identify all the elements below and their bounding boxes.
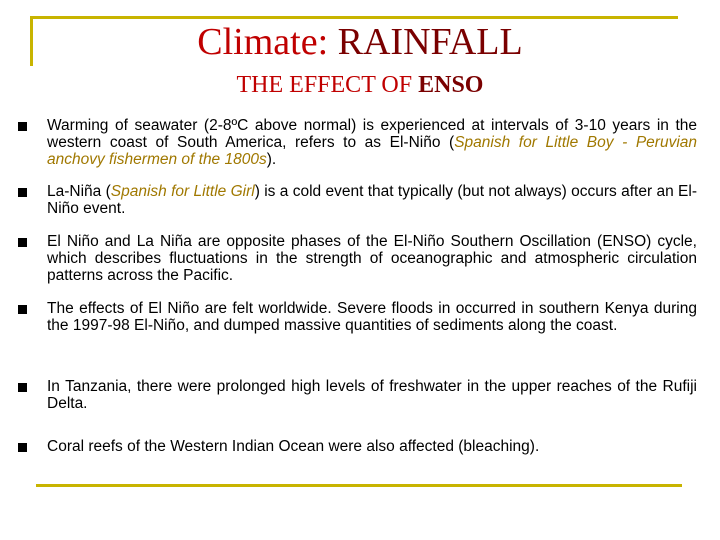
bullet-2-text: La-Niña ( <box>47 183 111 200</box>
subtitle-emphasis: ENSO <box>418 72 484 98</box>
bullet-1-text: Warming of seawater (2-8ºC above normal) is experienced at intervals of 3-10 years in the western coast of South America, refers to as El-Niño ( <box>47 117 697 151</box>
frame-top-line <box>30 16 678 19</box>
bullet-text-2 <box>47 183 697 217</box>
bullet-text-4: The effects of El Niño are felt worldwide. Severe floods in occurred in southern Kenya during the 1997-98 El-Niño, and dumped massive quantities of sediments along the coast. <box>47 300 697 334</box>
bullet-2-tail: ) is a cold event that typically (but not always) occurs after an El-Niño event. <box>47 183 697 217</box>
frame-bottom-line <box>36 484 682 487</box>
bullet-text-1 <box>47 117 697 168</box>
title-prefix: Climate: <box>197 21 338 63</box>
bullet-marker <box>18 238 27 247</box>
bullet-1-highlight: Spanish for Little Boy - Peruvian anchovy fishermen of the 1800s <box>47 134 698 168</box>
bullet-marker <box>18 383 27 392</box>
bullet-1-tail: ). <box>266 151 277 168</box>
bullet-marker <box>18 188 27 197</box>
slide-subtitle <box>0 70 720 100</box>
slide-title <box>0 20 720 64</box>
subtitle-prefix: THE EFFECT OF <box>236 72 419 98</box>
title-main: RAINFALL <box>337 21 523 63</box>
bullet-marker <box>18 443 27 452</box>
bullet-marker <box>18 305 27 314</box>
bullet-marker <box>18 122 27 131</box>
bullet-text-6: Coral reefs of the Western Indian Ocean were also affected (bleaching). <box>47 438 540 455</box>
bullet-text-3: El Niño and La Niña are opposite phases of the El-Niño Southern Oscillation (ENSO) cycle, which describes fluctuations in the strength of oceanographic and atmospheric circulation patterns across the Pacific. <box>47 233 697 284</box>
bullet-text-5: In Tanzania, there were prolonged high levels of freshwater in the upper reaches of the Rufiji Delta. <box>47 378 697 412</box>
bullet-2-highlight: Spanish for Little Girl <box>110 183 255 200</box>
